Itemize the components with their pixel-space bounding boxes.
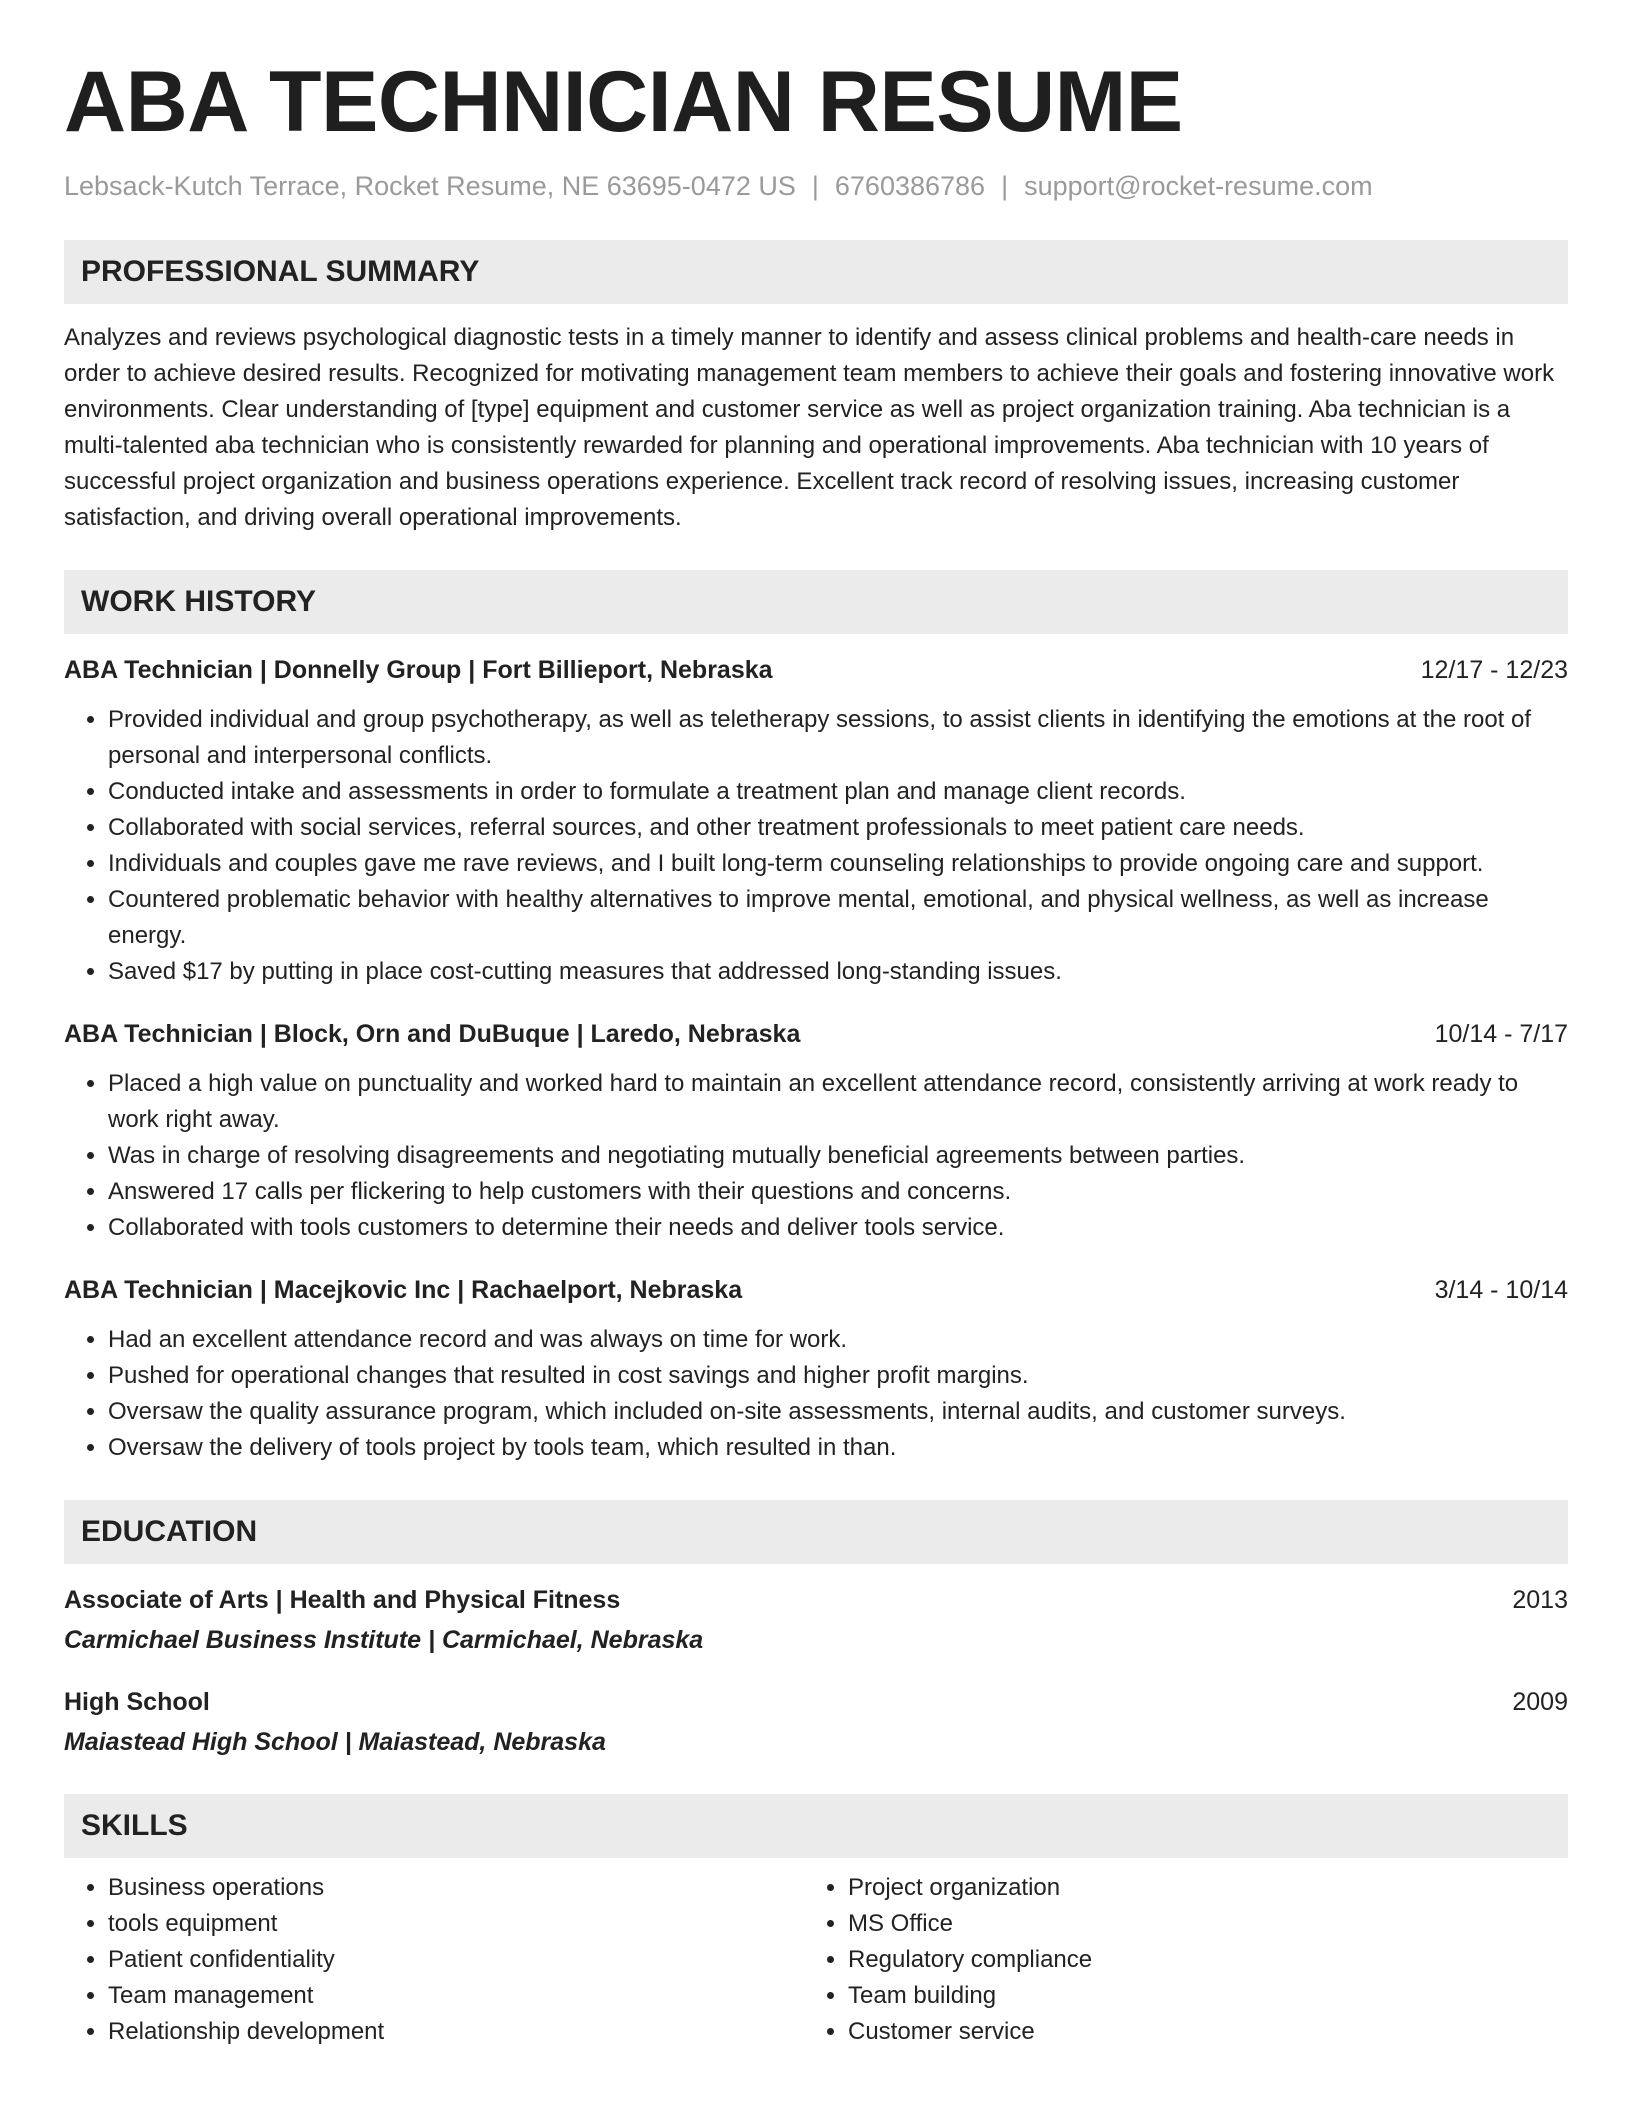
job-entry	[64, 1016, 1568, 1246]
job-bullet: • Conducted intake and assessments in order to formulate a treatment plan and manage client records.	[108, 774, 1568, 810]
job-bullets	[64, 1066, 1568, 1246]
job-bullet: • Oversaw the delivery of tools project by tools team, which resulted in than.	[108, 1430, 1568, 1466]
education-school: Carmichael Business Institute | Carmichael, Nebraska	[64, 1626, 704, 1654]
job-title: ABA Technician | Macejkovic Inc | Rachaelport, Nebraska	[64, 1276, 743, 1304]
job-entry	[64, 652, 1568, 990]
skill-item: • Regulatory compliance	[848, 1942, 1544, 1978]
job-bullet: • Placed a high value on punctuality and worked hard to maintain an excellent attendance record, consistently arriving at work ready to work right away.	[108, 1066, 1568, 1138]
education-degree: High School	[64, 1688, 210, 1716]
job-bullets	[64, 702, 1568, 990]
contact-separator: |	[1001, 171, 1009, 201]
education-year: 2013	[1512, 1586, 1568, 1614]
contact-separator: |	[811, 171, 819, 201]
resume-title: ABA TECHNICIAN RESUME	[64, 54, 1183, 150]
skill-item: • MS Office	[848, 1906, 1544, 1942]
education-entry	[64, 1582, 1568, 1658]
skill-item: • Team building	[848, 1978, 1544, 2014]
job-bullet: • Oversaw the quality assurance program, which included on-site assessments, internal audits, and customer surveys.	[108, 1394, 1568, 1430]
job-dates: 3/14 - 10/14	[1434, 1276, 1568, 1304]
skills-list	[64, 1870, 1568, 2050]
job-bullet: • Answered 17 calls per flickering to help customers with their questions and concerns.	[108, 1174, 1568, 1210]
job-bullet: • Was in charge of resolving disagreements and negotiating mutually beneficial agreements between parties.	[108, 1138, 1568, 1174]
contact-phone: 6760386786	[834, 171, 986, 201]
job-bullet: • Pushed for operational changes that resulted in cost savings and higher profit margins.	[108, 1358, 1568, 1394]
skill-item: • tools equipment	[108, 1906, 804, 1942]
contact-email: support@rocket-resume.com	[1024, 171, 1373, 201]
job-bullet: • Provided individual and group psychotherapy, as well as teletherapy sessions, to assist clients in identifying the emotions at the root of personal and interpersonal conflicts.	[108, 702, 1568, 774]
education-degree: Associate of Arts | Health and Physical Fitness	[64, 1586, 621, 1614]
job-bullet: • Saved $17 by putting in place cost-cutting measures that addressed long-standing issues.	[108, 954, 1568, 990]
job-entry	[64, 1272, 1568, 1466]
skills-heading: SKILLS	[64, 1794, 1568, 1858]
education-school: Maiastead High School | Maiastead, Nebraska	[64, 1728, 606, 1756]
skill-item: • Business operations	[108, 1870, 804, 1906]
job-bullet: • Individuals and couples gave me rave reviews, and I built long-term counseling relationships to provide ongoing care and support.	[108, 846, 1568, 882]
job-bullet: • Had an excellent attendance record and was always on time for work.	[108, 1322, 1568, 1358]
skill-item: • Relationship development	[108, 2014, 804, 2050]
education-header	[64, 1582, 1568, 1618]
education-header	[64, 1684, 1568, 1720]
education-heading: EDUCATION	[64, 1500, 1568, 1564]
job-dates: 12/17 - 12/23	[1420, 656, 1568, 684]
skill-item: • Customer service	[848, 2014, 1544, 2050]
job-dates: 10/14 - 7/17	[1434, 1020, 1568, 1048]
job-bullet: • Collaborated with tools customers to determine their needs and deliver tools service.	[108, 1210, 1568, 1246]
skills-column-right	[804, 1870, 1544, 2050]
work-history-heading: WORK HISTORY	[64, 570, 1568, 634]
contact-address: Lebsack-Kutch Terrace, Rocket Resume, NE 63695-0472 US	[64, 171, 796, 201]
job-header	[64, 652, 1568, 688]
skills-column-left	[64, 1870, 804, 2050]
summary-text: Analyzes and reviews psychological diagnostic tests in a timely manner to identify and assess clinical problems and health-care needs in order to achieve desired results. Recognized for motivating management team members to achieve their goals and fostering innovative work environments. Clear understanding of [type] equipment and customer service as well as project organization training. Aba technician is a multi-talented aba technician who is consistently rewarded for planning and operational improvements. Aba technician with 10 years of successful project organization and business operations experience. Excellent track record of resolving issues, increasing customer satisfaction, and driving overall operational improvements.	[64, 324, 1555, 531]
job-bullet: • Countered problematic behavior with healthy alternatives to improve mental, emotional, and physical wellness, as well as increase energy.	[108, 882, 1568, 954]
skill-item: • Project organization	[848, 1870, 1544, 1906]
job-header	[64, 1272, 1568, 1308]
job-header	[64, 1016, 1568, 1052]
skill-item: • Team management	[108, 1978, 804, 2014]
contact-line	[64, 166, 1568, 206]
job-title: ABA Technician | Donnelly Group | Fort Billieport, Nebraska	[64, 656, 773, 684]
job-title: ABA Technician | Block, Orn and DuBuque | Laredo, Nebraska	[64, 1020, 801, 1048]
job-bullet: • Collaborated with social services, referral sources, and other treatment professionals to meet patient care needs.	[108, 810, 1568, 846]
skill-item: • Patient confidentiality	[108, 1942, 804, 1978]
education-entry	[64, 1684, 1568, 1760]
job-bullets	[64, 1322, 1568, 1466]
summary-heading: PROFESSIONAL SUMMARY	[64, 240, 1568, 304]
education-year: 2009	[1512, 1688, 1568, 1716]
